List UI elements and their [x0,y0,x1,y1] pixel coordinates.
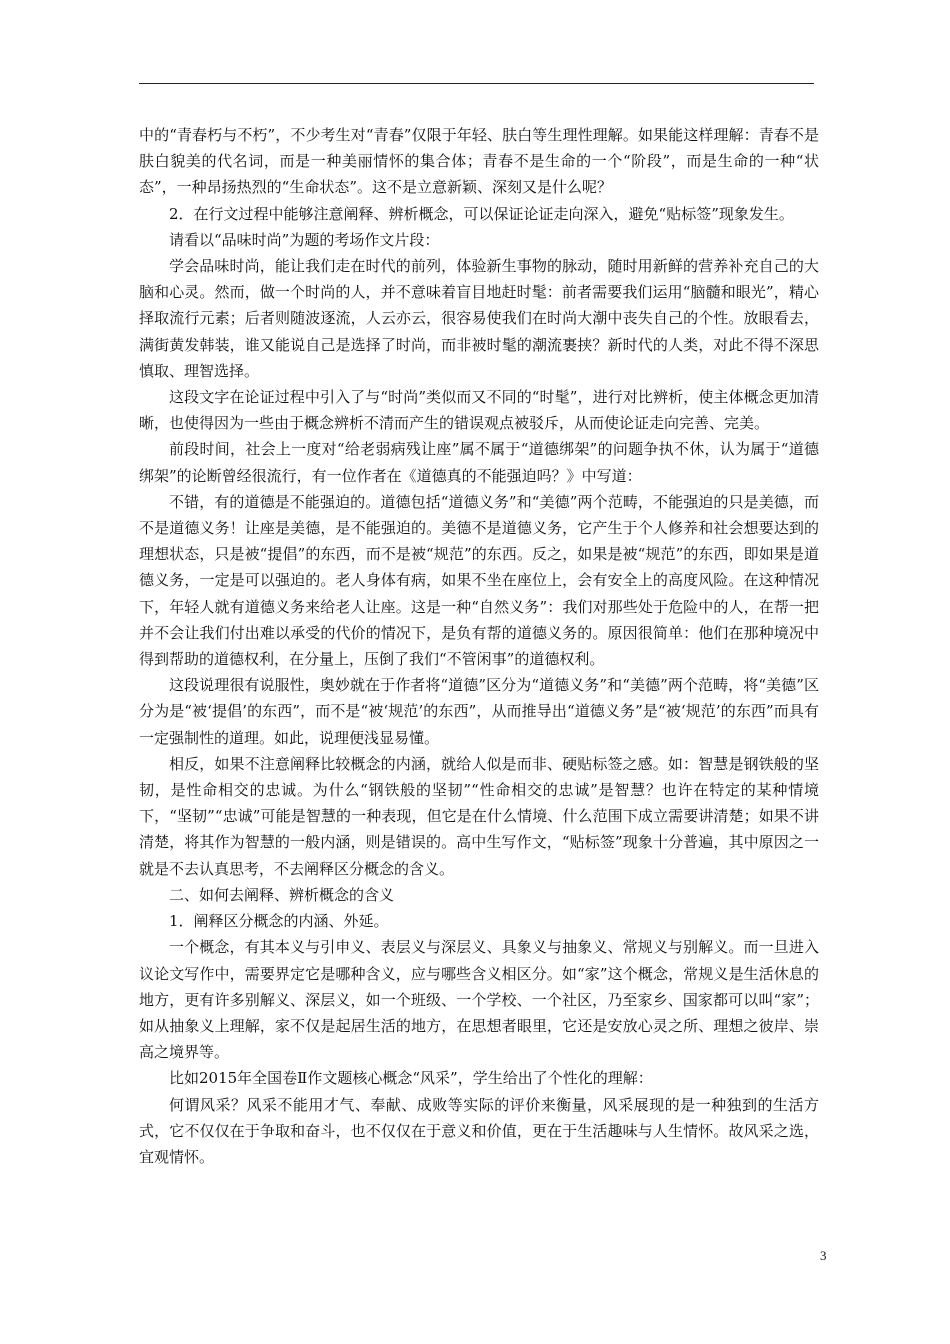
paragraph-4: 学会品味时尚，能让我们走在时代的前列，体验新生事物的脉动，随时用新鲜的营养补充自己的大脑和心灵。然而，做一个时尚的人，并不意味着盲目地赶时髦：前者需要我们运用“脑髓和眼光”，精心择取流行元素；后者则随波逐流，人云亦云，很容易使我们在时尚大潮中丧失自己的个性。放眼看去，满街黄发韩装，谁又能说自己是选择了时尚，而非被时髦的潮流裹挟？新时代的人类，对此不得不深思慎取、理智选择。 [139,257,819,380]
paragraph-13: 比如2015年全国卷Ⅱ作文题核心概念“风采”，学生给出了个性化的理解： [169,1069,653,1088]
paragraph-9: 相反，如果不注意阐释比较概念的内涵，就给人似是而非、硬贴标签之感。如：智慧是钢铁般的坚韧，是性命相交的忠诚。为什么“钢铁般的坚韧”“性命相交的忠诚”是智慧？也许在特定的某种情境下，“坚韧”“忠诚”可能是智慧的一种表现，但它是在什么情境、什么范围下成立需要讲清楚；如果不讲清楚，将其作为智慧的一般内涵，则是错误的。高中生写作文，“贴标签”现象十分普遍，其中原因之一就是不去认真思考，不去阐释区分概念的含义。 [139,754,819,878]
paragraph-1: 中的“青春朽与不朽”，不少考生对“青春”仅限于年轻、肤白等生理性理解。如果能这样理解：青春不是肤白貌美的代名词，而是一种美丽情怀的集合体；青春不是生命的一个“阶段”，而是生命的一种“状态”，一种昂扬热烈的“生命状态”。这不是立意新颖、深刻又是什么呢？ [139,126,819,197]
paragraph-2: 2．在行文过程中能够注意阐释、辨析概念，可以保证论证走向深入，避免“贴标签”现象发生。 [169,204,794,223]
paragraph-5: 这段文字在论证过程中引入了与“时尚”类似而又不同的“时髦”，进行对比辨析，使主体概念更加清晰，也使得因为一些由于概念辨析不清而产生的错误观点被驳斥，从而使论证走向完善、完美。 [139,388,819,433]
sub-heading: 1．阐释区分概念的内涵、外延。 [169,912,389,931]
paragraph-14: 何谓风采？风采不能用才气、奉献、成败等实际的评价来衡量，风采展现的是一种独到的生活方式，它不仅仅在于争取和奋斗，也不仅仅在于意义和价值，更在于生活趣味与人生情怀。故风采之选，宜观情怀。 [139,1095,819,1166]
paragraph-3: 请看以“品味时尚”为题的考场作文片段： [169,230,440,249]
section-heading: 二、如何去阐释、辨析概念的含义 [169,885,395,904]
document-body [139,122,819,1170]
paragraph-12: 一个概念，有其本义与引申义、表层义与深层义、具象义与抽象义、常规义与别解义。而一旦进入议论文写作中，需要界定它是哪种含义，应与哪些含义相区分。如“家”这个概念，常规义是生活休息的地方，更有许多别解义、深层义，如一个班级、一个学校、一个社区，乃至家乡、国家都可以叫“家”；如从抽象义上理解，家不仅是起居生活的地方，在思想者眼里，它还是安放心灵之所、理想之彼岸、崇高之境界等。 [139,938,819,1062]
header-rule [139,83,814,84]
page-number: 3 [820,1248,827,1263]
paragraph-7: 不错，有的道德是不能强迫的。道德包括“道德义务”和“美德”两个范畴，不能强迫的只是美德，而不是道德义务！让座是美德，是不能强迫的。美德不是道德义务，它产生于个人修养和社会想要达到的理想状态，只是被“提倡”的东西，而不是被“规范”的东西。反之，如果是被“规范”的东西，即如果是道德义务，一定是可以强迫的。老人身体有病，如果不坐在座位上，会有安全上的高度风险。在这种情况下，年轻人就有道德义务来给老人让座。这是一种“自然义务”：我们对那些处于危险中的人，在帮一把并不会让我们付出难以承受的代价的情况下，是负有帮的道德义务的。原因很简单：他们在那种境况中得到帮助的道德权利，在分量上，压倒了我们“不管闲事”的道德权利。 [139,492,819,669]
paragraph-8: 这段说理很有说服性，奥妙就在于作者将“道德”区分为“道德义务”和“美德”两个范畴，将“美德”区分为是“被‘提倡’的东西”，而不是“被‘规范’的东西”，从而推导出“道德义务”是“被‘规范’的东西”而具有一定强制性的道理。如此，说理便浅显易懂。 [139,676,819,747]
paragraph-6: 前段时间，社会上一度对“给老弱病残让座”属不属于“道德绑架”的问题争执不休，认为属于“道德绑架”的论断曾经很流行，有一位作者在《道德真的不能强迫吗？》中写道： [139,440,819,485]
